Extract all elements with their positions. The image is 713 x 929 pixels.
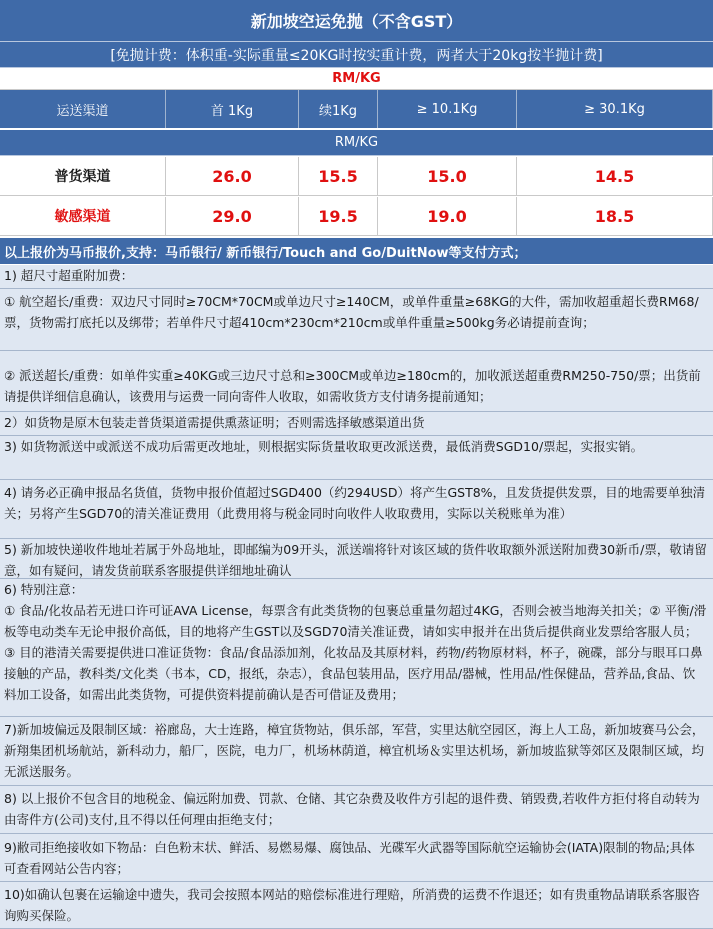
note-restricted-areas: 7)新加坡偏远及限制区域：裕廊岛，大士连路，樟宜货物站，俱乐部，军营，实里达航空园区，海上人工岛，新加坡赛马公会，新翔集团机场航站，新科动力，船厂，医院，电力厂，机场林荫道，樟宜机场＆实里达机场，新加坡监狱等郊区及限制区域，均无派送服务。 bbox=[0, 717, 713, 786]
billing-rule-subtitle: [免抛计费：体积重-实际重量≤20KG时按实重计费，两者大于20kg按半抛计费] bbox=[0, 42, 713, 68]
price-cell: 15.0 bbox=[378, 157, 517, 195]
table-row bbox=[0, 157, 713, 196]
unit-label-top: RM/KG bbox=[0, 68, 713, 90]
price-cell: 19.0 bbox=[378, 197, 517, 235]
channel-general: 普货渠道 bbox=[0, 157, 166, 195]
note-outer-island: 5) 新加坡快递收件地址若属于外岛地址，即邮编为09开头，派送端将针对该区域的货件收取额外派送附加费30新币/票，敬请留意，如有疑问，请发货前联系客服提供详细地址确认 bbox=[0, 539, 713, 579]
note-lost-parcel: 10)如确认包裹在运输途中遗失，我司会按照本网站的赔偿标准进行理赔，所消费的运费不作退还；如有贵重物品请联系客服咨询购买保险。 bbox=[0, 882, 713, 929]
note-delivery-oversize-fee: ② 派送超长/重费：如单件实重≥40KG或三边尺寸总和≥300CM或单边≥180cm的，加收派送超重费RM250-750/票；出货前请提供详细信息确认，该费用与运费一同向寄件人收取，如需收货方支付请务提前通知； bbox=[0, 351, 713, 412]
note-prohibited-items: 9)敝司拒绝接收如下物品：白色粉末状、鲜活、易燃易爆、腐蚀品、光碟军火武器等国际航空运输协会(IATA)限制的物品;具体可查看网站公告内容； bbox=[0, 834, 713, 882]
note-oversize-heading: 1) 超尺寸超重附加费： bbox=[0, 265, 713, 289]
col-header-30kg: ≥ 30.1Kg bbox=[517, 90, 713, 128]
table-row bbox=[0, 197, 713, 236]
table-header bbox=[0, 90, 713, 128]
channel-sensitive: 敏感渠道 bbox=[0, 197, 166, 235]
col-header-channel: 运送渠道 bbox=[0, 90, 166, 128]
price-cell: 29.0 bbox=[166, 197, 299, 235]
note-wooden-packaging: 2）如货物是原木包装走普货渠道需提供熏蒸证明；否则需选择敏感渠道出货 bbox=[0, 412, 713, 436]
note-air-oversize-fee: ① 航空超长/重费：双边尺寸同时≥70CM*70CM或单边尺寸≥140CM，或单件重量≥68KG的大件，需加收超重超长费RM68/票，货物需打底托以及绑带；若单件尺寸超410cm*230cm*210cm或单件重量≥500kg务必请提前查询； bbox=[0, 289, 713, 351]
price-cell: 19.5 bbox=[299, 197, 378, 235]
col-header-10kg: ≥ 10.1Kg bbox=[378, 90, 517, 128]
note-declaration-gst: 4) 请务必正确申报品名货值，货物申报价值超过SGD400（约294USD）将产生GST8%，且发货提供发票，目的地需要单独清关；另将产生SGD70的清关准证费用（此费用将与税金同时向收件人收取费用，实际以关税账单为准） bbox=[0, 480, 713, 539]
price-cell: 15.5 bbox=[299, 157, 378, 195]
unit-label-row: RM/KG bbox=[0, 130, 713, 156]
col-header-extra-kg: 续1Kg bbox=[299, 90, 378, 128]
page-title: 新加坡空运免抛（不含GST） bbox=[0, 0, 713, 42]
note-special-attention: 6) 特别注意： ① 食品/化妆品若无进口许可证AVA License，每票含有此类货物的包裹总重量勿超过4KG，否则会被当地海关扣关；② 平衡/滑板等电动类车无论申报价高低，目的地将产生GST以及SGD70清关准证费，请如实申报并在出货后提供商业发票给客服人员；③ 目的港清关需要提供进口准证货物：食品/食品添加剂，化妆品及其原材料，药物/药物原材料，杯子，碗碟，部分与眼耳口鼻接触的产品，教科类/文化类（书本，CD，报纸，杂志），食品包装用品，医疗用品/器械，性用品/性保健品，营养品,食品、饮料加工设备，如需出此类货物，可提供资料提前确认是否可借证及费用； bbox=[0, 579, 713, 717]
payment-methods-note: 以上报价为马币报价,支持：马币银行/ 新币银行/Touch and Go/DuitNow等支付方式； bbox=[0, 238, 713, 264]
price-cell: 18.5 bbox=[517, 197, 713, 235]
note-excluded-fees: 8) 以上报价不包含目的地税金、偏远附加费、罚款、仓储、其它杂费及收件方引起的退件费、销毁费,若收件方拒付将自动转为由寄件方(公司)支付,且不得以任何理由拒绝支付； bbox=[0, 786, 713, 834]
price-cell: 26.0 bbox=[166, 157, 299, 195]
price-cell: 14.5 bbox=[517, 157, 713, 195]
col-header-first-kg: 首 1Kg bbox=[166, 90, 299, 128]
note-address-change: 3) 如货物派送中或派送不成功后需更改地址，则根据实际货量收取更改派送费，最低消费SGD10/票起，实报实销。 bbox=[0, 436, 713, 480]
